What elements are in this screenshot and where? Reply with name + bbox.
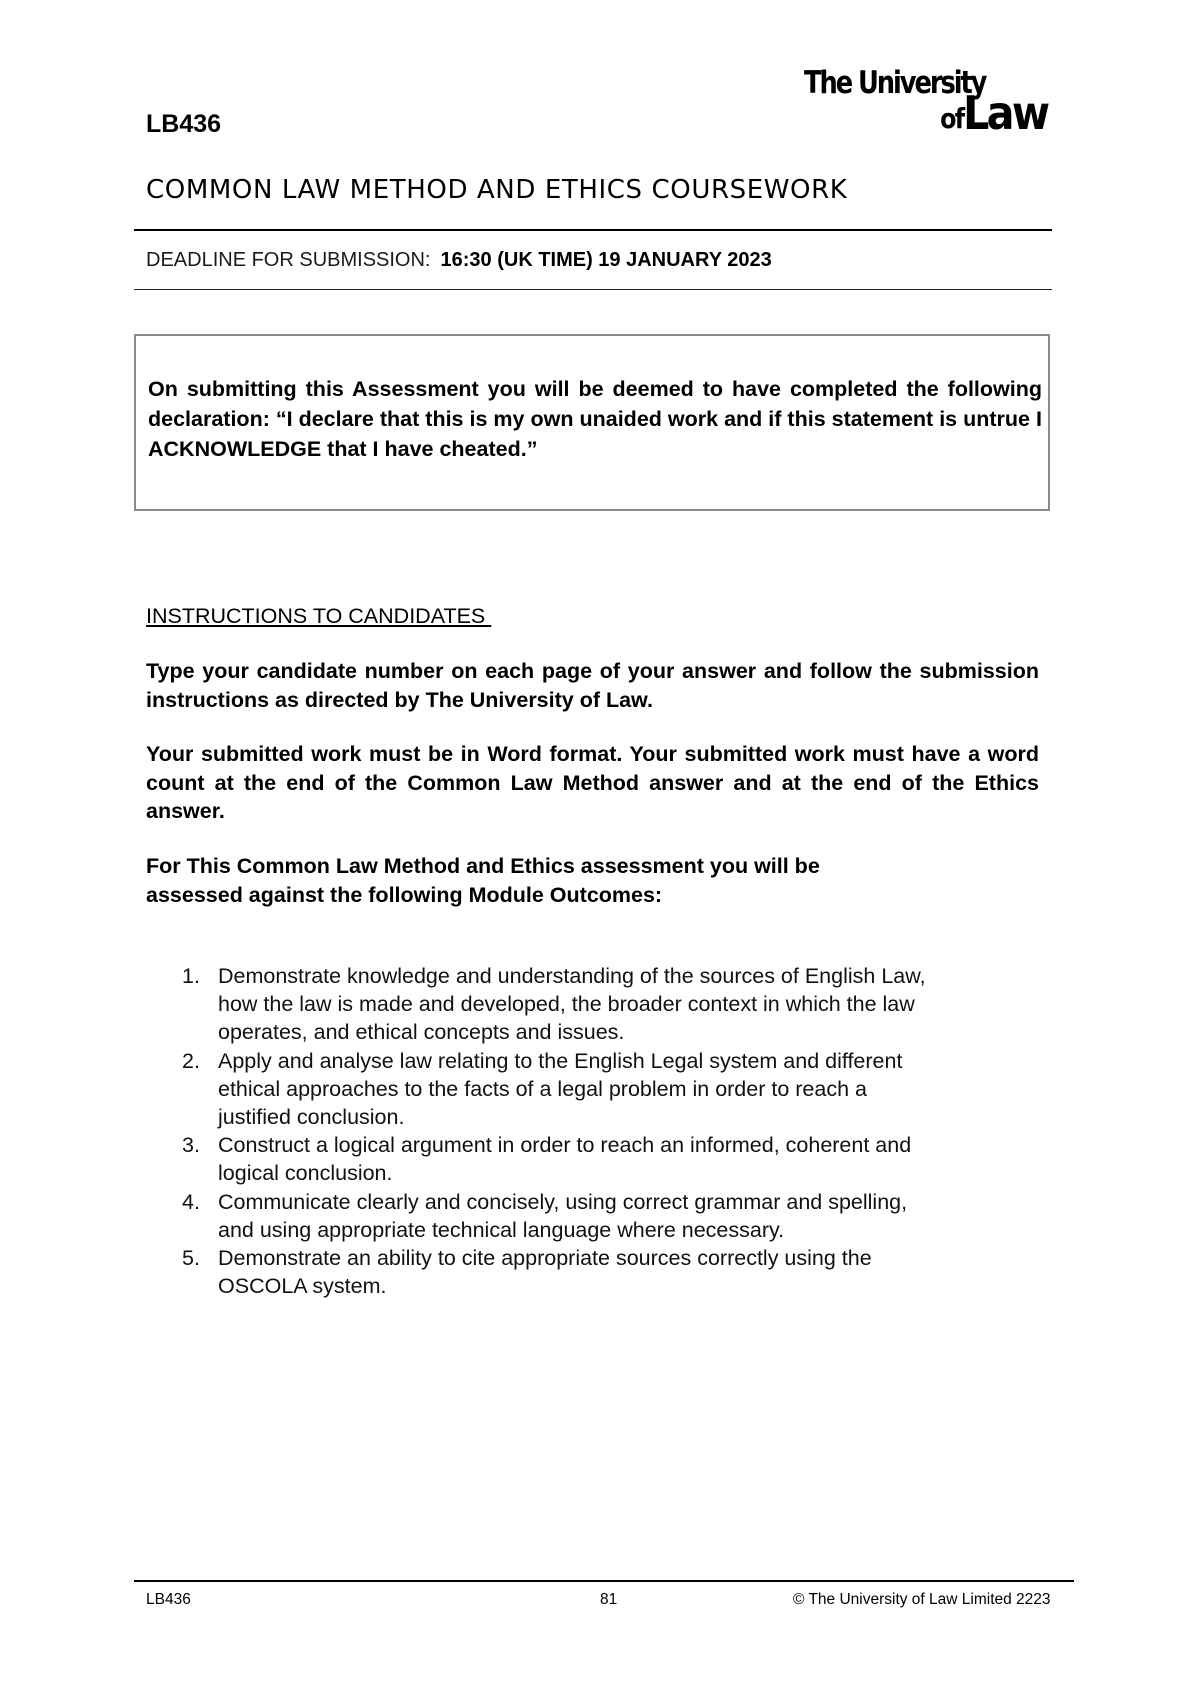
module-outcome-line: Apply and analyse law relating to the English Legal system and different [218,1048,903,1073]
module-outcomes-list [146,962,1016,1300]
footer-copyright: © The University of Law Limited 2223 [793,1591,1051,1608]
module-outcome-line: Communicate clearly and concisely, using correct grammar and spelling, [218,1189,908,1214]
module-outcome-line: and using appropriate technical language where necessary. [218,1217,785,1242]
module-outcome-item [146,1047,1016,1132]
deadline-value: 16:30 (UK TIME) 19 JANUARY 2023 [440,249,772,271]
module-outcome-line: OSCOLA system. [218,1274,387,1299]
module-outcome-line: Demonstrate knowledge and understanding of the sources of English Law, [218,964,926,988]
logo-of: of [940,102,964,135]
header-divider-top [134,229,1052,231]
module-outcome-line: justified conclusion. [218,1105,405,1130]
module-outcome-line: Demonstrate an ability to cite appropriate sources correctly using the [218,1246,872,1271]
logo-law: Law [963,86,1048,140]
footer-module-code: LB436 [146,1591,191,1608]
instruction-paragraph-module-outcomes: For This Common Law Method and Ethics assessment you will be assessed against the following Module Outcomes: [146,854,820,907]
logo-line-of-law [936,86,1057,140]
module-outcome-number: 3. [182,1133,200,1158]
module-code: LB436 [146,110,222,138]
deadline-row [146,247,772,273]
module-outcome-number: 2. [182,1048,200,1073]
university-logo [804,65,1058,140]
declaration-text: On submitting this Assessment you will be deemed to have completed the following declaration: “I declare that this is my own unaided work and if this statement is untrue I ACKNOWLEDGE that I have cheated.” [148,377,1042,461]
declaration-box [134,334,1050,511]
module-outcome-line: operates, and ethical concepts and issues. [218,1020,625,1045]
footer-page-number: 81 [600,1591,618,1608]
logo-line-university: The University [804,65,986,101]
footer-divider [134,1580,1074,1582]
deadline-label: DEADLINE FOR SUBMISSION: [146,249,431,271]
module-outcome-line: how the law is made and developed, the broader context in which the law [218,992,915,1017]
page-title: COMMON LAW METHOD AND ETHICS COURSEWORK [146,175,848,205]
module-outcome-item [146,962,1016,1047]
module-outcome-number: 4. [182,1189,200,1214]
instructions-heading: INSTRUCTIONS TO CANDIDATES [146,604,492,628]
module-outcome-item [146,1188,1016,1244]
instruction-paragraph-word-format: Your submitted work must be in Word format. Your submitted work must have a word count at the end of the Common Law Method answer and at the end of the Ethics answer. [146,742,1039,823]
module-outcome-line: logical conclusion. [218,1161,393,1186]
module-outcome-number: 5. [182,1246,200,1271]
module-outcome-item [146,1244,1016,1300]
module-outcome-line: ethical approaches to the facts of a legal problem in order to reach a [218,1076,867,1101]
module-outcome-item [146,1131,1016,1187]
module-outcome-line: Construct a logical argument in order to reach an informed, coherent and [218,1133,912,1158]
instruction-paragraph-candidate-number: Type your candidate number on each page of your answer and follow the submission instructions as directed by The University of Law. [146,659,1039,712]
module-outcome-number: 1. [182,964,200,988]
header-divider-bottom [134,289,1052,290]
